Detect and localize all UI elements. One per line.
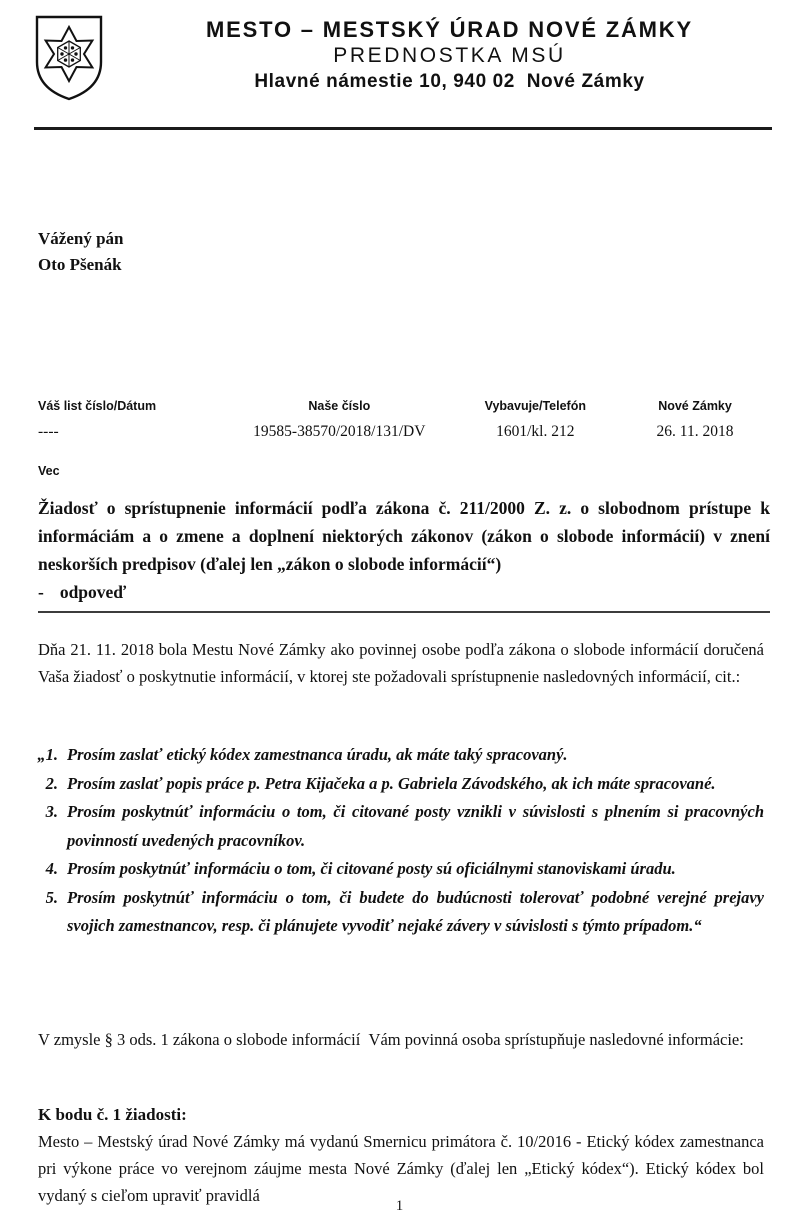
list-item-number: 4. [45,859,58,878]
list-item-number: 3. [45,802,58,821]
ref-col-handler [445,398,627,442]
addressee-salutation: Vážený pán [38,229,124,248]
subject-text: Žiadosť o sprístupnenie informácií podľa zákona č. 211/2000 Z. z. o slobodnom prístupe k informáciám a o zmene a doplnení niektorých zákonov (zákon o slobode informácií) v znení neskorších predpisov (ďalej len „zákon o slobode informácií“) [38,498,770,574]
list-item-number: 2. [45,773,58,793]
ref-label: Nové Zámky [658,399,732,413]
ref-label: Naše číslo [308,399,371,413]
section-heading-point1: K bodu č. 1 žiadosti: [38,1105,187,1124]
list-item [24,770,764,799]
subject-label: Vec [38,464,60,478]
org-header [130,16,769,94]
ref-value: 1601/kl. 212 [496,423,575,440]
org-address: Hlavné námestie 10, 940 02 Nové Zámky [254,71,645,92]
page-number: 1 [395,1198,404,1214]
list-item-text: Prosím zaslať etický kódex zamestnanca úradu, ak máte taký spracovaný. [67,745,568,764]
list-item-text: Prosím poskytnúť informáciu o tom, či citované posty sú oficiálnymi stanoviskami úradu. [67,859,676,878]
list-item-text: Prosím zaslať popis práce p. Petra Kijačeka a p. Gabriela Závodského, ak ich máte spracované. [67,773,716,793]
list-item [24,855,764,884]
ref-value: 19585-38570/2018/131/DV [253,423,426,440]
header-divider [34,127,772,130]
nove-zamky-coat-of-arms-icon [33,14,105,102]
paragraph-intro: Dňa 21. 11. 2018 bola Mestu Nové Zámky ako povinnej osobe podľa zákona o slobode informácií doručená Vaša žiadosť o poskytnutie informácií, v ktorej ste požadovali sprístupnenie nasledovných informácií, cit.: [38,640,764,686]
org-name: MESTO – MESTSKÝ ÚRAD NOVÉ ZÁMKY [206,17,693,42]
ref-col-your-ref [38,398,234,442]
subject-reply-dash: - [38,582,44,602]
ref-value: 26. 11. 2018 [656,423,734,440]
paragraph-point1-answer: Mesto – Mestský úrad Nové Zámky má vydanú Smernicu primátora č. 10/2016 - Etický kódex zamestnanca pri výkone práce vo verejnom záujme mesta Nové Zámky (ďalej len „Etický kódex“). Etický kódex bol vydaný s cieľom upraviť pravidlá [38,1132,764,1205]
list-item-number: „1. [37,745,58,764]
addressee-block [38,226,123,278]
list-item-text: Prosím poskytnúť informáciu o tom, či citované posty vznikli v súvislosti s plnením si pracovných povinností uvedených pracovníkov. [67,802,764,850]
ref-col-date [626,398,764,442]
addressee-name: Oto Pšenák [38,255,122,274]
ref-label: Vybavuje/Telefón [484,399,586,413]
subject-reply-word: odpoveď [59,582,127,602]
list-item [24,741,764,770]
org-department: PREDNOSTKA MSÚ [333,44,566,67]
paragraph-legal-basis: V zmysle § 3 ods. 1 zákona o slobode informácií Vám povinná osoba sprístupňuje nasledovné informácie: [38,1030,744,1049]
ref-value: ---- [38,423,59,440]
subject-block [38,494,770,613]
list-item-text: Prosím poskytnúť informáciu o tom, či budete do budúcnosti tolerovať podobné verejné prejavy svojich zamestnancov, resp. či plánujete vyvodiť nejaké závery v súvislosti s týmto prípadom.“ [67,887,764,935]
list-item [24,798,764,855]
subject-reply-line [38,578,770,606]
quoted-request-list [24,741,764,941]
reference-table [38,398,764,442]
list-item [24,884,764,941]
ref-label: Váš list číslo/Dátum [38,399,157,413]
list-item-number: 5. [45,887,58,907]
ref-col-our-ref [234,398,445,442]
